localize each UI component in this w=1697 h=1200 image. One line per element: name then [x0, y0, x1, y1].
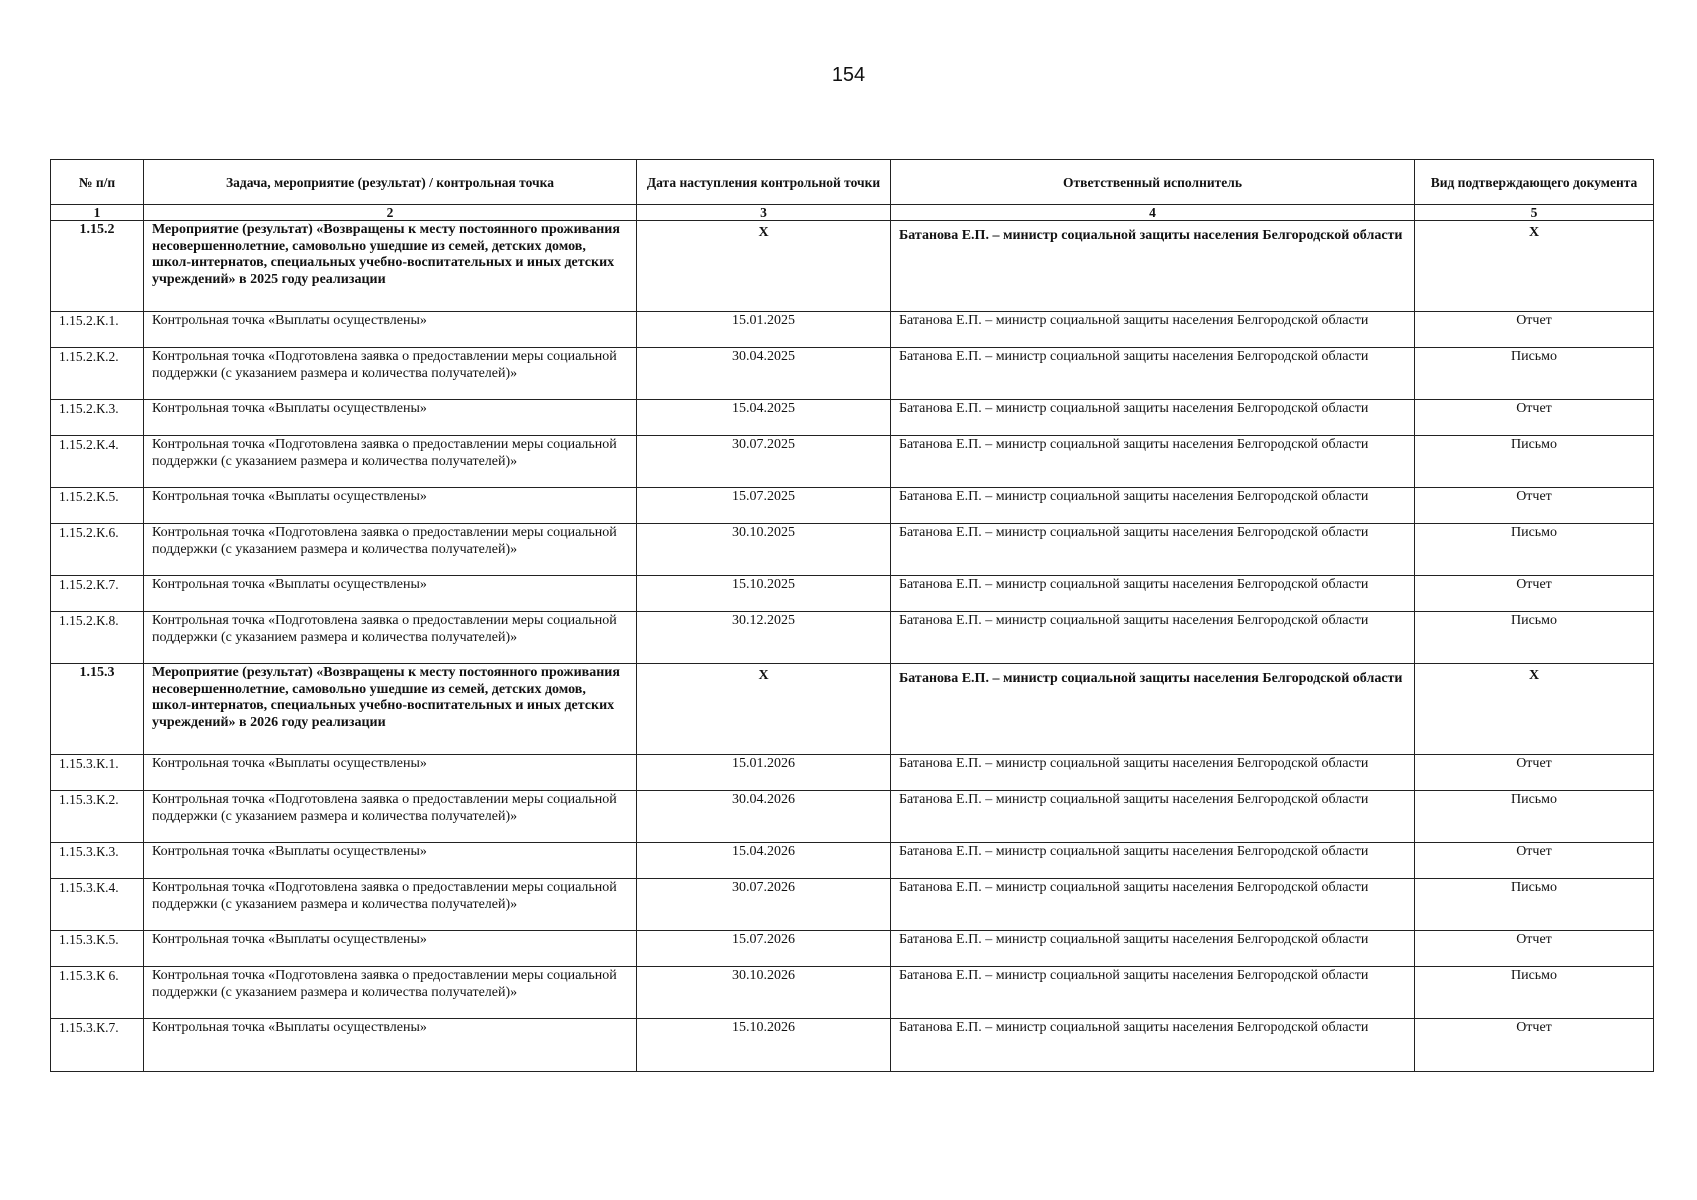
row-document: Отчет — [1415, 312, 1654, 348]
row-date: X — [637, 221, 891, 312]
row-task: Контрольная точка «Выплаты осуществлены» — [144, 312, 637, 348]
column-number: 4 — [891, 205, 1415, 221]
row-number: 1.15.3.К.1. — [51, 755, 144, 791]
row-document: Письмо — [1415, 348, 1654, 400]
row-number: 1.15.3 — [51, 664, 144, 755]
table-row — [51, 791, 1654, 843]
row-document: Отчет — [1415, 400, 1654, 436]
row-date: 30.07.2026 — [637, 879, 891, 931]
table-row — [51, 488, 1654, 524]
row-responsible: Батанова Е.П. – министр социальной защиты населения Белгородской области — [891, 843, 1415, 879]
table-row — [51, 664, 1654, 755]
row-responsible: Батанова Е.П. – министр социальной защиты населения Белгородской области — [891, 221, 1415, 312]
row-task: Контрольная точка «Подготовлена заявка о предоставлении меры социальной поддержки (с указанием размера и количества получателей)» — [144, 348, 637, 400]
row-document: X — [1415, 221, 1654, 312]
page-number: 154 — [831, 64, 866, 86]
table-row — [51, 400, 1654, 436]
header-number: № п/п — [51, 160, 144, 205]
header-responsible: Ответственный исполнитель — [891, 160, 1415, 205]
row-date: 30.10.2026 — [637, 967, 891, 1019]
row-document: Письмо — [1415, 524, 1654, 576]
column-number: 1 — [51, 205, 144, 221]
row-date: 30.12.2025 — [637, 612, 891, 664]
row-number: 1.15.2.К.8. — [51, 612, 144, 664]
row-document: Письмо — [1415, 967, 1654, 1019]
row-date: X — [637, 664, 891, 755]
row-number: 1.15.2.К.3. — [51, 400, 144, 436]
row-responsible: Батанова Е.П. – министр социальной защиты населения Белгородской области — [891, 400, 1415, 436]
row-number: 1.15.2 — [51, 221, 144, 312]
table-row — [51, 1019, 1654, 1072]
row-document: Отчет — [1415, 931, 1654, 967]
row-task: Контрольная точка «Подготовлена заявка о предоставлении меры социальной поддержки (с указанием размера и количества получателей)» — [144, 436, 637, 488]
row-task: Контрольная точка «Подготовлена заявка о предоставлении меры социальной поддержки (с указанием размера и количества получателей)» — [144, 524, 637, 576]
table-row — [51, 312, 1654, 348]
row-number: 1.15.3.К.5. — [51, 931, 144, 967]
header-date: Дата наступления контрольной точки — [637, 160, 891, 205]
table-row — [51, 612, 1654, 664]
row-task: Контрольная точка «Выплаты осуществлены» — [144, 1019, 637, 1072]
row-number: 1.15.2.К.2. — [51, 348, 144, 400]
row-task: Мероприятие (результат) «Возвращены к месту постоянного проживания несовершеннолетние, самовольно ушедшие из семей, детских домов, школ-интернатов, специальных учебно-воспитательных и иных детских учреждений» в 2026 году реализации — [144, 664, 637, 755]
row-responsible: Батанова Е.П. – министр социальной защиты населения Белгородской области — [891, 755, 1415, 791]
table-row — [51, 931, 1654, 967]
row-date: 15.04.2025 — [637, 400, 891, 436]
row-document: Письмо — [1415, 791, 1654, 843]
row-date: 15.10.2026 — [637, 1019, 891, 1072]
row-date: 15.01.2025 — [637, 312, 891, 348]
row-date: 15.04.2026 — [637, 843, 891, 879]
row-date: 15.07.2025 — [637, 488, 891, 524]
table-row — [51, 436, 1654, 488]
row-number: 1.15.3.К.4. — [51, 879, 144, 931]
row-responsible: Батанова Е.П. – министр социальной защиты населения Белгородской области — [891, 612, 1415, 664]
row-responsible: Батанова Е.П. – министр социальной защиты населения Белгородской области — [891, 436, 1415, 488]
table-row — [51, 843, 1654, 879]
row-document: Письмо — [1415, 436, 1654, 488]
row-document: Отчет — [1415, 755, 1654, 791]
row-date: 15.10.2025 — [637, 576, 891, 612]
table-row — [51, 879, 1654, 931]
row-task: Контрольная точка «Выплаты осуществлены» — [144, 843, 637, 879]
row-document: Отчет — [1415, 576, 1654, 612]
row-document: Отчет — [1415, 1019, 1654, 1072]
table-row — [51, 221, 1654, 312]
row-number: 1.15.3.К.2. — [51, 791, 144, 843]
row-date: 30.10.2025 — [637, 524, 891, 576]
column-number: 2 — [144, 205, 637, 221]
header-task: Задача, мероприятие (результат) / контрольная точка — [144, 160, 637, 205]
column-numbers-row — [51, 205, 1654, 221]
row-task: Контрольная точка «Выплаты осуществлены» — [144, 488, 637, 524]
row-date: 30.04.2026 — [637, 791, 891, 843]
table-row — [51, 576, 1654, 612]
row-number: 1.15.2.К.5. — [51, 488, 144, 524]
header-document: Вид подтверждающего документа — [1415, 160, 1654, 205]
row-responsible: Батанова Е.П. – министр социальной защиты населения Белгородской области — [891, 967, 1415, 1019]
row-date: 15.07.2026 — [637, 931, 891, 967]
row-date: 15.01.2026 — [637, 755, 891, 791]
table-row — [51, 524, 1654, 576]
column-number: 5 — [1415, 205, 1654, 221]
control-points-table — [50, 159, 1654, 1072]
row-number: 1.15.2.К.1. — [51, 312, 144, 348]
row-responsible: Батанова Е.П. – министр социальной защиты населения Белгородской области — [891, 524, 1415, 576]
row-responsible: Батанова Е.П. – министр социальной защиты населения Белгородской области — [891, 312, 1415, 348]
row-number: 1.15.2.К.6. — [51, 524, 144, 576]
row-document: Письмо — [1415, 879, 1654, 931]
row-document: Отчет — [1415, 488, 1654, 524]
row-date: 30.04.2025 — [637, 348, 891, 400]
row-responsible: Батанова Е.П. – министр социальной защиты населения Белгородской области — [891, 576, 1415, 612]
row-task: Контрольная точка «Выплаты осуществлены» — [144, 931, 637, 967]
row-task: Контрольная точка «Подготовлена заявка о предоставлении меры социальной поддержки (с указанием размера и количества получателей)» — [144, 791, 637, 843]
row-task: Контрольная точка «Подготовлена заявка о предоставлении меры социальной поддержки (с указанием размера и количества получателей)» — [144, 612, 637, 664]
row-responsible: Батанова Е.П. – министр социальной защиты населения Белгородской области — [891, 664, 1415, 755]
row-task: Контрольная точка «Выплаты осуществлены» — [144, 400, 637, 436]
row-number: 1.15.3.К 6. — [51, 967, 144, 1019]
row-task: Контрольная точка «Подготовлена заявка о предоставлении меры социальной поддержки (с указанием размера и количества получателей)» — [144, 879, 637, 931]
row-number: 1.15.3.К.7. — [51, 1019, 144, 1072]
table-row — [51, 967, 1654, 1019]
table-row — [51, 755, 1654, 791]
row-responsible: Батанова Е.П. – министр социальной защиты населения Белгородской области — [891, 931, 1415, 967]
row-task: Контрольная точка «Подготовлена заявка о предоставлении меры социальной поддержки (с указанием размера и количества получателей)» — [144, 967, 637, 1019]
row-document: Отчет — [1415, 843, 1654, 879]
row-responsible: Батанова Е.П. – министр социальной защиты населения Белгородской области — [891, 879, 1415, 931]
row-task: Контрольная точка «Выплаты осуществлены» — [144, 576, 637, 612]
table-header-row — [51, 160, 1654, 205]
column-number: 3 — [637, 205, 891, 221]
row-task: Мероприятие (результат) «Возвращены к месту постоянного проживания несовершеннолетние, самовольно ушедшие из семей, детских домов, школ-интернатов, специальных учебно-воспитательных и иных детских учреждений» в 2025 году реализации — [144, 221, 637, 312]
row-document: X — [1415, 664, 1654, 755]
row-task: Контрольная точка «Выплаты осуществлены» — [144, 755, 637, 791]
row-date: 30.07.2025 — [637, 436, 891, 488]
row-number: 1.15.2.К.4. — [51, 436, 144, 488]
table-row — [51, 348, 1654, 400]
row-document: Письмо — [1415, 612, 1654, 664]
row-number: 1.15.2.К.7. — [51, 576, 144, 612]
row-number: 1.15.3.К.3. — [51, 843, 144, 879]
row-responsible: Батанова Е.П. – министр социальной защиты населения Белгородской области — [891, 791, 1415, 843]
row-responsible: Батанова Е.П. – министр социальной защиты населения Белгородской области — [891, 488, 1415, 524]
row-responsible: Батанова Е.П. – министр социальной защиты населения Белгородской области — [891, 348, 1415, 400]
row-responsible: Батанова Е.П. – министр социальной защиты населения Белгородской области — [891, 1019, 1415, 1072]
